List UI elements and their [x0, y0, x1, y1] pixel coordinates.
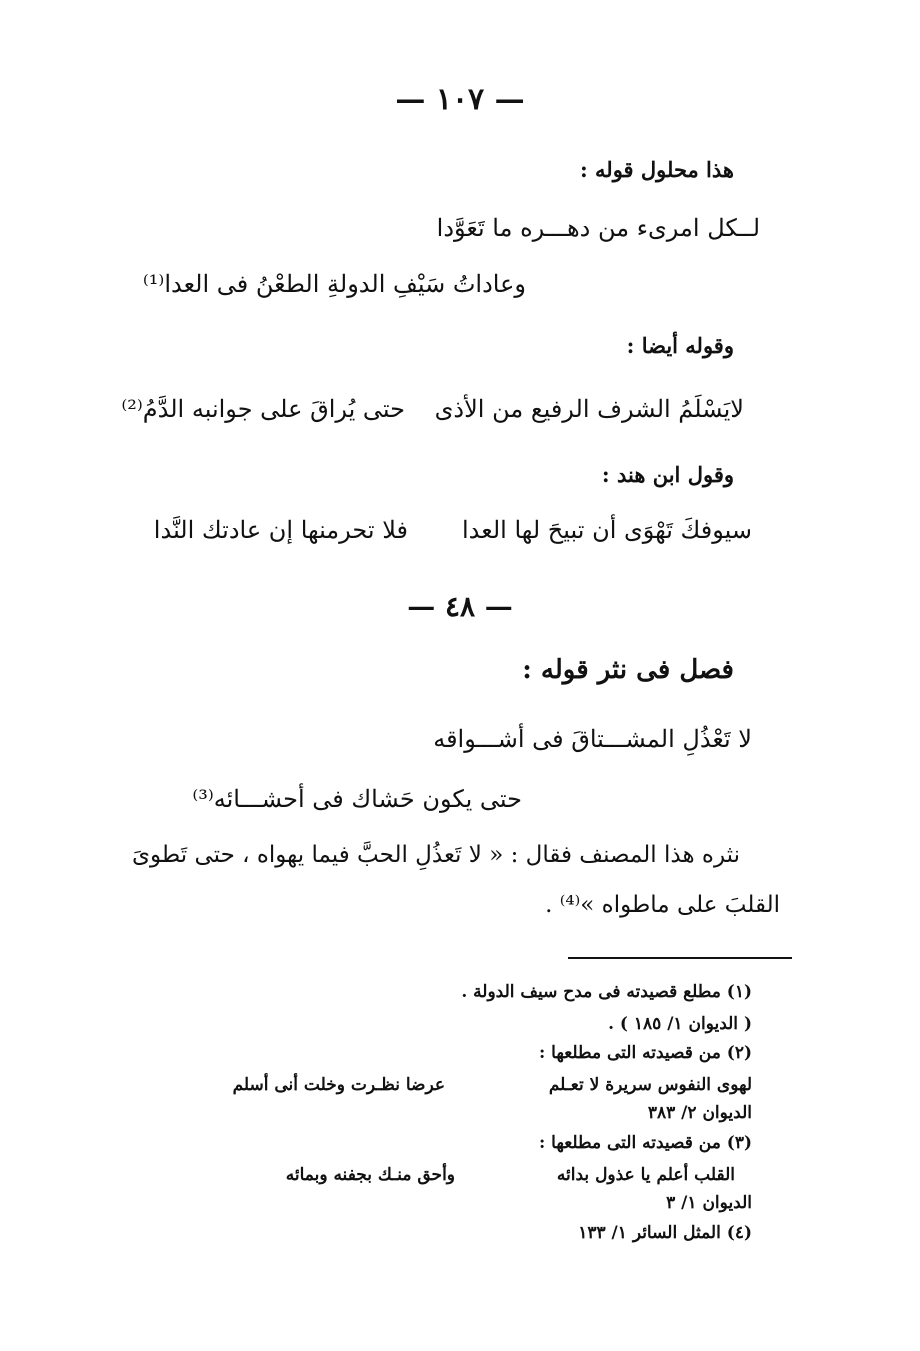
intro-line-2: وقوله أيضا :	[626, 333, 734, 358]
verse-1-first-hemistich: لــكل امرىء من دهـــره ما تَعَوَّدا	[436, 214, 760, 242]
section-verse-line-1: لا تَعْذُلِ المشـــتاقَ فى أشـــواقه	[433, 725, 752, 753]
footnote-separator	[568, 957, 792, 959]
verse-1-second-hemistich: وعاداتُ سَيْفِ الدولةِ الطعْنُ فى العدا⁽¹⁾	[142, 270, 526, 298]
verse-3-second-hemistich: فلا تحرمنها إن عادتك النَّدا	[153, 516, 408, 544]
page-number: — ١٠٧ —	[395, 82, 525, 117]
footnote-3-verse-second-hemistich: وأحق منـك بجفنه وبمائه	[285, 1165, 455, 1185]
footnote-1-line-1: (١) مطلع قصيدته فى مدح سيف الدولة .	[461, 982, 752, 1002]
verse-2-second-hemistich: حتى يُراقَ على جوانبه الدَّمُ⁽²⁾	[121, 395, 405, 423]
verse-3-first-hemistich: سيوفكَ تَهْوَى أن تبيحَ لها العدا	[462, 516, 752, 544]
footnote-3-verse-first-hemistich: القلب أعلم يا عذول بدائه	[556, 1165, 735, 1185]
footnote-2-reference: الديوان ٢/ ٣٨٣	[647, 1103, 752, 1123]
footnote-2-verse-second-hemistich: عرضا نظـرت وخلت أنى أسلم	[232, 1075, 445, 1095]
section-number: — ٤٨ —	[407, 590, 513, 623]
intro-line-3: وقول ابن هند :	[601, 462, 734, 487]
footnote-1-line-2: ( الديوان ١/ ١٨٥ ) .	[608, 1014, 752, 1034]
footnote-4-line-1: (٤) المثل السائر ١/ ١٣٣	[578, 1223, 752, 1243]
prose-line-2: القلبَ على ماطواه »⁽⁴⁾ .	[545, 892, 780, 918]
footnote-2-line-1: (٢) من قصيدته التى مطلعها :	[538, 1043, 752, 1063]
footnote-3-line-1: (٣) من قصيدته التى مطلعها :	[538, 1133, 752, 1153]
section-title: فصل فى نثر قوله :	[522, 655, 734, 685]
footnote-2-verse-first-hemistich: لهوى النفوس سريرة لا تعـلم	[548, 1075, 752, 1095]
prose-line-1: نثره هذا المصنف فقال : « لا تَعذُلِ الحبَّ فيما يهواه ، حتى تَطوىَ	[132, 842, 740, 868]
intro-line-1: هذا محلول قوله :	[579, 157, 734, 182]
footnote-3-reference: الديوان ١/ ٣	[666, 1193, 752, 1213]
section-verse-line-2: حتى يكون حَشاك فى أحشـــائه⁽³⁾	[192, 785, 522, 813]
verse-2-first-hemistich: لايَسْلَمُ الشرف الرفيع من الأذى	[434, 395, 744, 423]
